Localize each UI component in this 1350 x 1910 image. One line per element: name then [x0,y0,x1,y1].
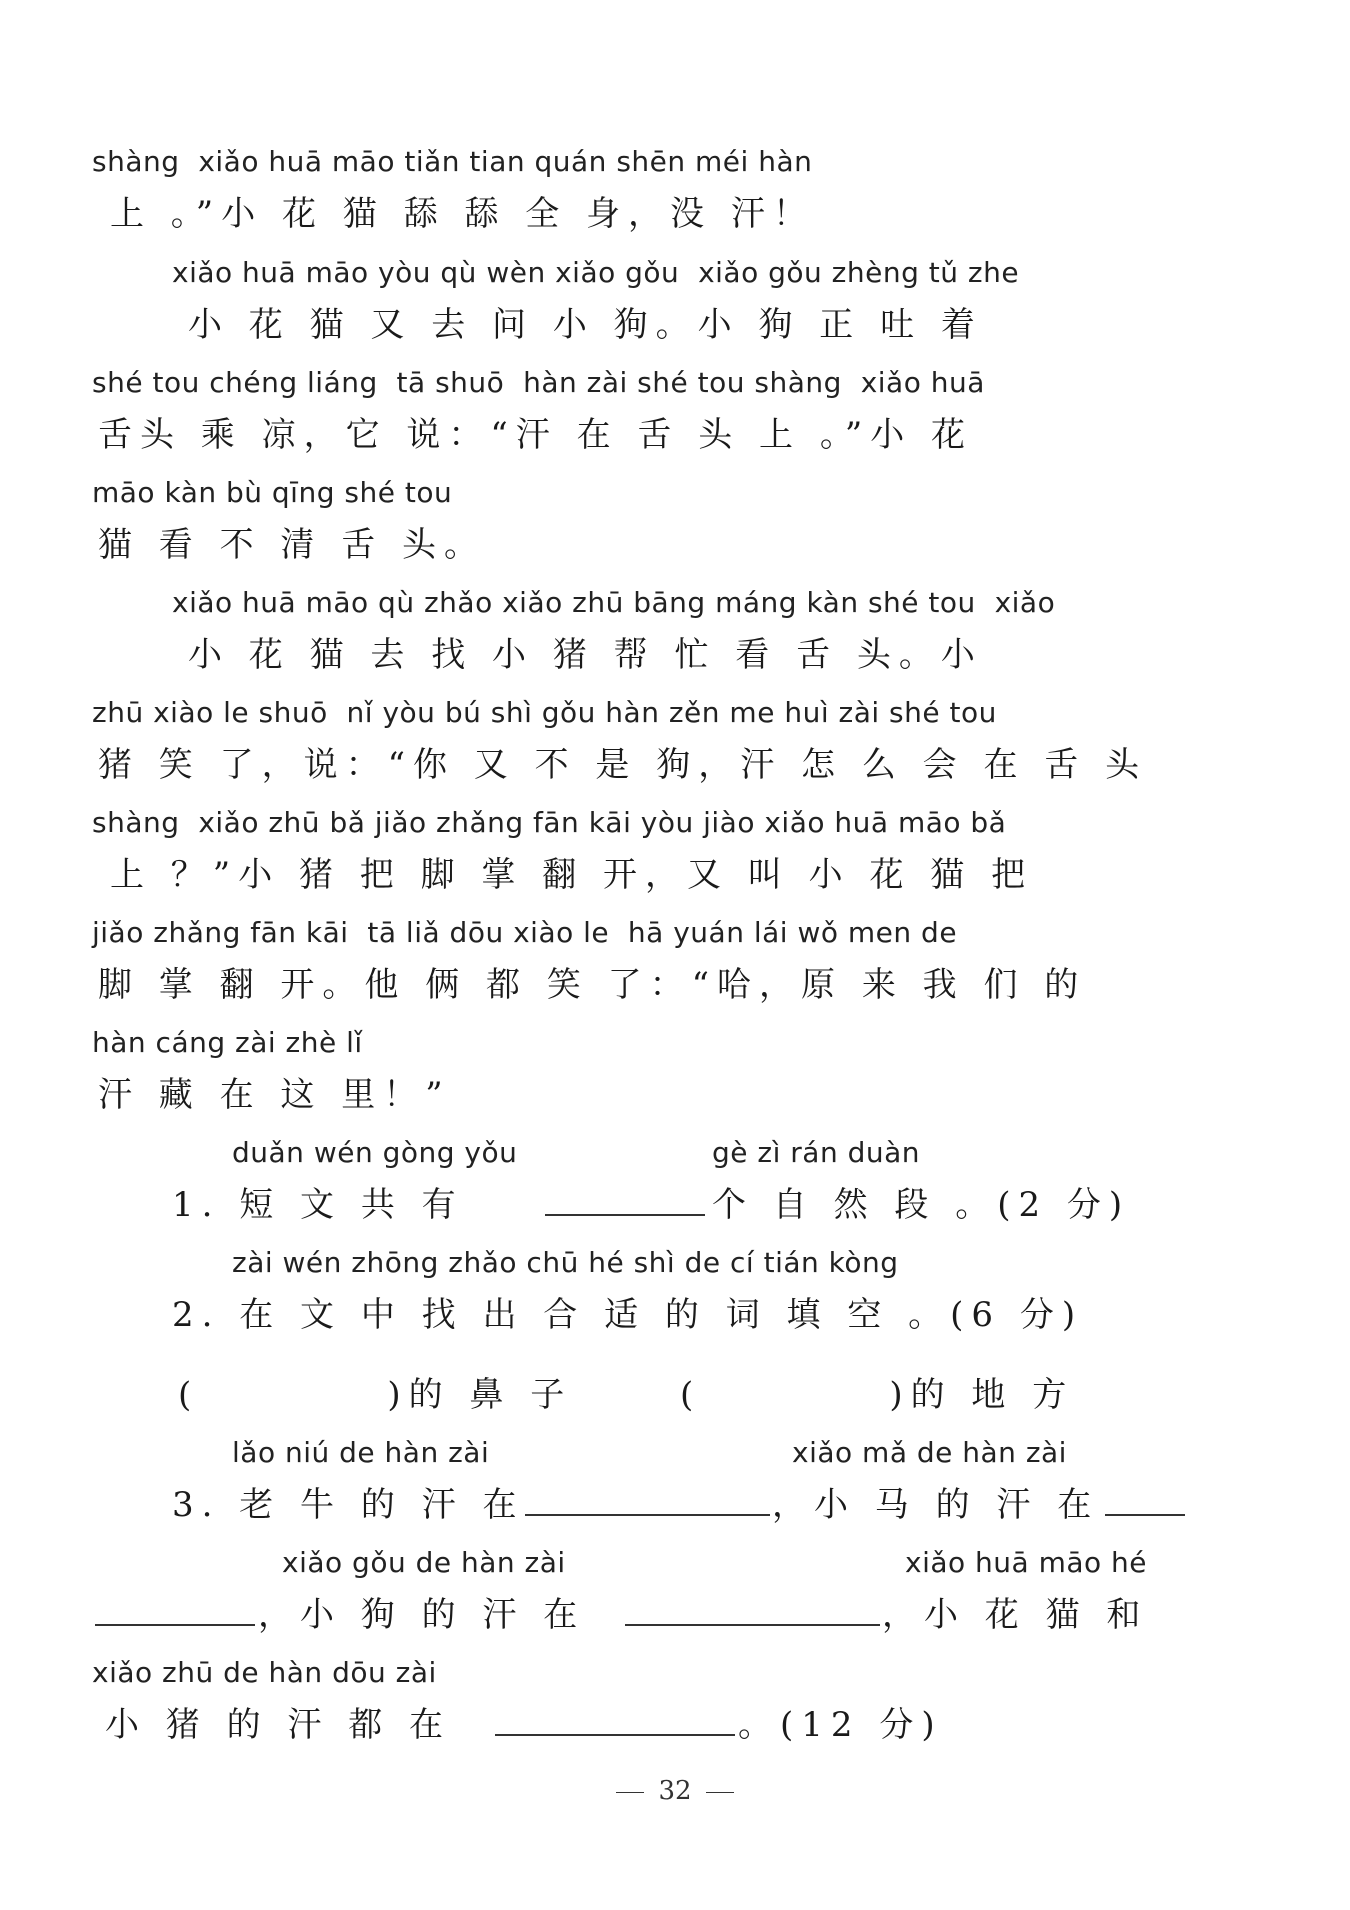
footer-dash-right [706,1792,734,1793]
q3-pinyin-d: xiǎo huā māo hé [905,1546,1148,1579]
q3-blank-cat-pig[interactable] [495,1700,735,1736]
hanzi-line-1: 上 。”小 花 猫 舔 舔 全 身，没 汗！ [110,194,815,234]
hanzi-line-3: 舌头 乘 凉，它 说：“汗 在 舌 头 上 。”小 花 [98,415,974,455]
q2-text: 2. 在 文 中 找 出 合 适 的 词 填 空 。(6 分) [172,1295,1084,1335]
q3-text-d: ，小 花 猫 和 [882,1595,1149,1635]
q1-pinyin-b: gè zì rán duàn [712,1136,921,1169]
pinyin-line-3: shé tou chéng liáng tā shuō hàn zài shé tou shàng xiǎo huā [92,366,985,399]
hanzi-line-6: 猪 笑 了，说：“你 又 不 是 狗，汗 怎 么 会 在 舌 头 [98,745,1148,785]
q3-blank-pony-cont[interactable] [95,1590,255,1626]
pinyin-line-2: xiǎo huā māo yòu qù wèn xiǎo gǒu xiǎo gǒu zhèng tǔ zhe [172,256,1020,289]
q3-blank-old-ox[interactable] [525,1480,770,1516]
q2-fill-a[interactable]: ( )的 鼻 子 [178,1375,573,1415]
q3-text-c: ，小 狗 的 汗 在 [258,1595,586,1635]
page-footer [0,1776,1350,1806]
hanzi-line-2: 小 花 猫 又 去 问 小 狗。小 狗 正 吐 着 [188,305,983,345]
q3-text-b: ，小 马 的 汗 在 [772,1485,1100,1525]
q3-blank-puppy[interactable] [625,1590,880,1626]
q2-fill-b[interactable]: ( )的 地 方 [680,1375,1075,1415]
hanzi-line-8: 脚 掌 翻 开。他 俩 都 笑 了：“哈，原 来 我 们 的 [98,965,1087,1005]
q3-pinyin-e: xiǎo zhū de hàn dōu zài [92,1656,437,1689]
q3-blank-pony[interactable] [1105,1480,1185,1516]
page-number: 32 [658,1776,692,1806]
pinyin-line-1: shàng xiǎo huā māo tiǎn tian quán shēn méi hàn [92,145,813,178]
pinyin-line-7: shàng xiǎo zhū bǎ jiǎo zhǎng fān kāi yòu jiào xiǎo huā māo bǎ [92,806,1007,839]
hanzi-line-5: 小 花 猫 去 找 小 猪 帮 忙 看 舌 头。小 [188,635,983,675]
hanzi-line-7: 上 ？”小 猪 把 脚 掌 翻 开，又 叫 小 花 猫 把 [110,855,1034,895]
pinyin-line-4: māo kàn bù qīng shé tou [92,476,453,509]
pinyin-line-8: jiǎo zhǎng fān kāi tā liǎ dōu xiào le hā yuán lái wǒ men de [92,916,958,949]
pinyin-line-9: hàn cáng zài zhè lǐ [92,1026,363,1059]
q3-text-e: 小 猪 的 汗 都 在 [105,1705,452,1745]
pinyin-line-6: zhū xiào le shuō nǐ yòu bú shì gǒu hàn zěn me huì zài shé tou [92,696,997,729]
q3-text-f: 。(12 分) [738,1705,943,1745]
q1-answer-blank[interactable] [545,1180,705,1216]
q3-pinyin-c: xiǎo gǒu de hàn zài [282,1546,566,1579]
q1-text-b: 个 自 然 段 。(2 分) [712,1185,1131,1225]
q1-text-a: 1. 短 文 共 有 [172,1185,464,1225]
q1-pinyin-a: duǎn wén gòng yǒu [232,1136,518,1169]
footer-dash-left [616,1792,644,1793]
q3-pinyin-a: lǎo niú de hàn zài [232,1436,490,1469]
q3-pinyin-b: xiǎo mǎ de hàn zài [792,1436,1067,1469]
q2-pinyin: zài wén zhōng zhǎo chū hé shì de cí tián kòng [232,1246,899,1279]
hanzi-line-9: 汗 藏 在 这 里！” [98,1075,451,1115]
pinyin-line-5: xiǎo huā māo qù zhǎo xiǎo zhū bāng máng kàn shé tou xiǎo [172,586,1056,619]
q3-text-a: 3. 老 牛 的 汗 在 [172,1485,525,1525]
hanzi-line-4: 猫 看 不 清 舌 头。 [98,525,487,565]
